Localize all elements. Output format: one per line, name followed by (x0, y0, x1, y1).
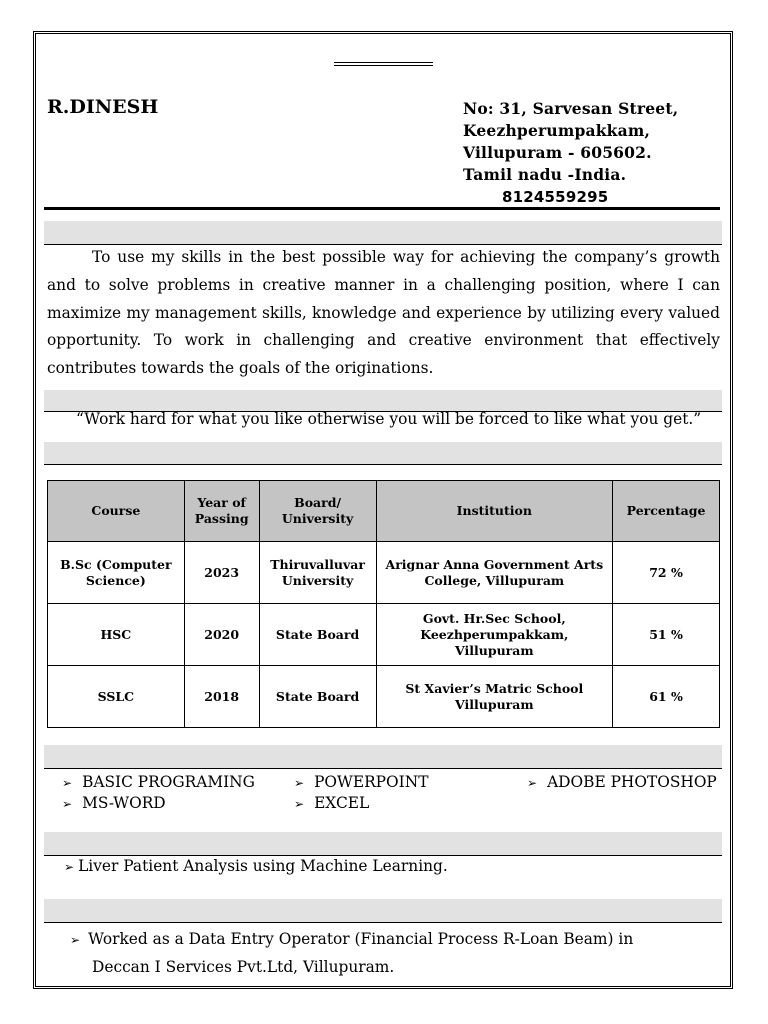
objective-text: To use my skills in the best possible way for achieving the company’s growth and to solve problems in creative manner in a challenging position, where I can maximize my management skills, knowledge and experience by utilizing every valued opportunity. To work in challenging and creative environment that effectively contributes towards the goals of the originations. (47, 248, 720, 378)
column-header-percentage: Percentage (613, 481, 720, 542)
project-section-band (44, 832, 722, 855)
cell-course: SSLC (48, 666, 185, 728)
table-header-row (48, 481, 720, 542)
table-row (48, 666, 720, 728)
arrowhead-bullet-icon: ➢ (294, 776, 305, 790)
cell-institution: St Xavier’s Matric School Villupuram (376, 666, 613, 728)
arrowhead-bullet-icon: ➢ (527, 776, 538, 790)
cell-institution: Govt. Hr.Sec School, Keezhperumpakkam, Villupuram (376, 604, 613, 666)
skill-item: ➢ MS-WORD (62, 794, 166, 812)
candidate-name: R.DINESH (47, 96, 159, 118)
arrowhead-bullet-icon: ➢ (70, 933, 81, 947)
address-line: Tamil nadu -India. (463, 165, 627, 184)
arrowhead-bullet-icon: ➢ (64, 860, 75, 874)
cell-percentage: 51 % (613, 604, 720, 666)
experience-item: ➢ Worked as a Data Entry Operator (Financial Process R-Loan Beam) in Deccan I Services Pvt.Ltd, Villupuram. (70, 926, 633, 981)
phone-number: 8124559295 (502, 188, 609, 206)
address-line: Keezhperumpakkam, (463, 121, 651, 140)
address-line: Villupuram - 605602. (463, 143, 652, 162)
cell-course: B.Sc (Computer Science) (48, 542, 185, 604)
cell-board: State Board (259, 604, 376, 666)
skill-item: ➢ ADOBE PHOTOSHOP (527, 773, 717, 791)
skills-section-band (44, 745, 722, 768)
column-header-board: Board/ University (259, 481, 376, 542)
arrowhead-bullet-icon: ➢ (294, 797, 305, 811)
cell-percentage: 61 % (613, 666, 720, 728)
cell-year: 2023 (184, 542, 259, 604)
cell-year: 2020 (184, 604, 259, 666)
quote-section-band (44, 390, 722, 411)
column-header-institution: Institution (376, 481, 613, 542)
header-divider (44, 207, 720, 210)
education-table (47, 480, 720, 728)
skill-item: ➢ EXCEL (294, 794, 370, 812)
cell-year: 2018 (184, 666, 259, 728)
table-row (48, 542, 720, 604)
section-divider (44, 464, 722, 465)
project-item: ➢ Liver Patient Analysis using Machine Learning. (64, 857, 448, 875)
cell-percentage: 72 % (613, 542, 720, 604)
column-header-course: Course (48, 481, 185, 542)
address-line: No: 31, Sarvesan Street, (463, 99, 679, 118)
column-header-year: Year of Passing (184, 481, 259, 542)
cell-course: HSC (48, 604, 185, 666)
experience-section-band (44, 899, 722, 922)
contact-address (463, 98, 678, 208)
arrowhead-bullet-icon: ➢ (62, 776, 73, 790)
section-divider (44, 768, 722, 769)
objective-section-band (44, 221, 722, 244)
cell-board: State Board (259, 666, 376, 728)
section-divider (44, 922, 722, 923)
skill-item: ➢ BASIC PROGRAMING (62, 773, 255, 791)
education-section-band (44, 442, 722, 464)
motto-quote: “Work hard for what you like otherwise you will be forced to like what you get.” (76, 410, 702, 428)
experience-line: Deccan I Services Pvt.Ltd, Villupuram. (92, 958, 395, 976)
section-divider (44, 855, 722, 856)
arrowhead-bullet-icon: ➢ (62, 797, 73, 811)
header-decorative-rule (334, 62, 433, 66)
cell-institution: Arignar Anna Government Arts College, Villupuram (376, 542, 613, 604)
table-row (48, 604, 720, 666)
skill-item: ➢ POWERPOINT (294, 773, 429, 791)
cell-board: Thiruvalluvar University (259, 542, 376, 604)
